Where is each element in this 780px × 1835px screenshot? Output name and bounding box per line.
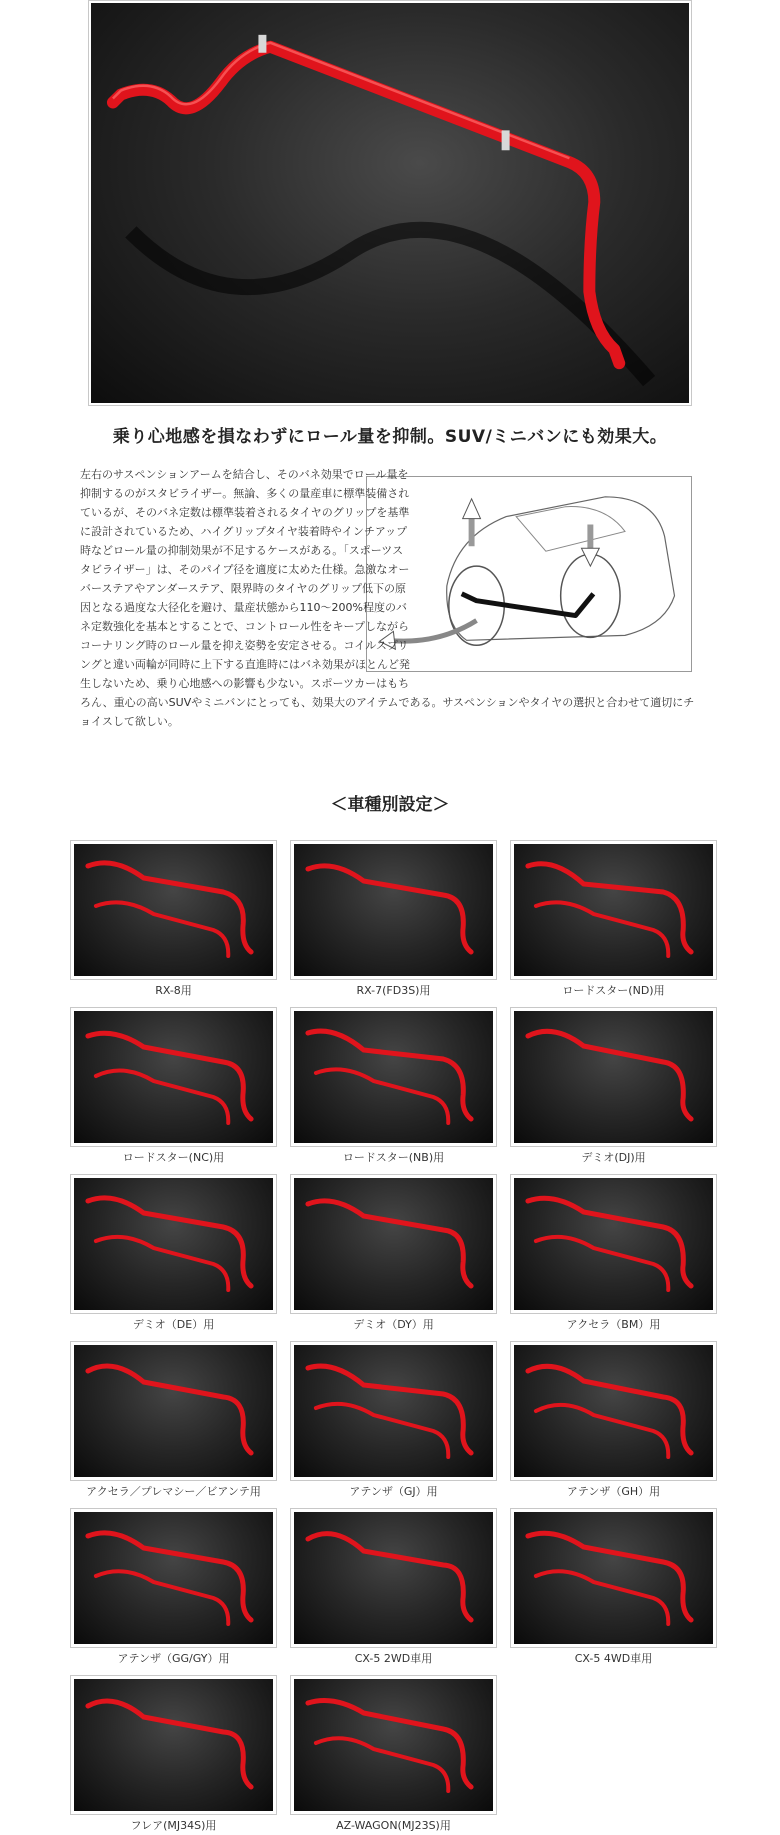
model-card[interactable]: [290, 1675, 497, 1835]
model-card[interactable]: [290, 1341, 497, 1501]
stabilizer-bar-icon: [74, 1178, 273, 1310]
model-image-frame[interactable]: [290, 1675, 497, 1815]
model-photo: [74, 1512, 273, 1644]
model-card[interactable]: [70, 1508, 277, 1668]
model-caption: アクセラ／プレマシー／ビアンテ用: [86, 1485, 261, 1498]
model-caption: CX-5 4WD車用: [574, 1652, 653, 1665]
model-caption: RX-7(FD3S)用: [356, 984, 431, 997]
model-photo: [294, 1679, 493, 1811]
model-photo: [74, 1178, 273, 1310]
model-image-frame[interactable]: [510, 1508, 717, 1648]
model-image-frame[interactable]: [510, 840, 717, 980]
stabilizer-bar-icon: [294, 844, 493, 976]
diagram-spacer: [414, 465, 700, 681]
model-photo: [294, 1345, 493, 1477]
stabilizer-bar-icon: [74, 844, 273, 976]
model-photo: [294, 1011, 493, 1143]
model-photo: [514, 1512, 713, 1644]
model-caption: デミオ(DJ)用: [581, 1151, 646, 1164]
model-card[interactable]: [510, 1341, 717, 1501]
model-card[interactable]: [290, 1174, 497, 1334]
model-caption: ロードスター(ND)用: [562, 984, 665, 997]
model-caption: AZ-WAGON(MJ23S)用: [336, 1819, 451, 1832]
stabilizer-bar-icon: [74, 1011, 273, 1143]
model-image-frame[interactable]: [510, 1341, 717, 1481]
model-card[interactable]: [510, 840, 717, 1000]
model-caption: ロードスター(NB)用: [342, 1151, 445, 1164]
stabilizer-bar-icon: [294, 1679, 493, 1811]
model-card[interactable]: [510, 1508, 717, 1668]
model-image-frame[interactable]: [70, 1174, 277, 1314]
model-image-frame[interactable]: [70, 1508, 277, 1648]
model-photo: [514, 1345, 713, 1477]
model-image-frame[interactable]: [290, 1508, 497, 1648]
model-photo: [294, 1178, 493, 1310]
model-photo: [74, 1345, 273, 1477]
model-caption: CX-5 2WD車用: [354, 1652, 433, 1665]
description-body: 左右のサスペンションアームを結合し、そのバネ効果でロール量を抑制するのがスタビライザー。無論、多くの量産車に標準装備されているが、そのバネ定数は標準装着されるタイヤのグリップを基準に設計されているため、ハイグリップタイヤ装着時やインチアップ時などロール量の抑制効果が不足するケースがある。「スポーツスタビライザー」は、そのパイプ径を適度に太めた仕様。急激なオーバーステアやアンダーステア、限界時のタイヤのグリップ低下の原因となる過度な大径化を避け、量産状態から110～200%程度のバネ定数強化を基本とすることで、コントロール性をキープしながらコーナリング時のロール量を抑え姿勢を安定させる。コイルスプリングと違い両輪が同時に上下する直進時にはバネ効果がほとんど発生しないため、乗り心地感への影響も少ない。スポーツカーはもちろん、重心の高いSUVやミニバンにとっても、効果大のアイテムである。サスペンションやタイヤの選択と合わせて適切にチョイスして欲しい。: [80, 468, 695, 728]
model-card[interactable]: [290, 840, 497, 1000]
model-photo: [294, 844, 493, 976]
model-caption: デミオ（DY）用: [353, 1318, 434, 1331]
page-headline: 乗り心地感を損なわずにロール量を抑制。SUV/ミニバンにも効果大。: [112, 427, 668, 447]
stabilizer-bar-icon: [74, 1512, 273, 1644]
model-card[interactable]: [70, 1174, 277, 1334]
model-card[interactable]: [70, 1675, 277, 1835]
model-caption: フレア(MJ34S)用: [130, 1819, 217, 1832]
stabilizer-bar-icon: [294, 1178, 493, 1310]
model-card[interactable]: [290, 1007, 497, 1167]
model-photo: [74, 1011, 273, 1143]
model-photo: [514, 1011, 713, 1143]
model-image-frame[interactable]: [70, 1007, 277, 1147]
model-card[interactable]: [70, 1007, 277, 1167]
model-caption: アクセラ（BM）用: [566, 1318, 661, 1331]
description-text: [80, 465, 700, 731]
model-image-frame[interactable]: [290, 1174, 497, 1314]
model-image-frame[interactable]: [70, 1341, 277, 1481]
model-card[interactable]: [70, 1341, 277, 1501]
model-image-frame[interactable]: [290, 1007, 497, 1147]
stabilizer-bar-icon: [514, 1011, 713, 1143]
stabilizer-bar-icon: [514, 1345, 713, 1477]
stabilizer-bar-icon: [294, 1512, 493, 1644]
model-image-frame[interactable]: [290, 840, 497, 980]
stabilizer-bar-icon: [514, 1178, 713, 1310]
model-card[interactable]: [290, 1508, 497, 1668]
hero-photo: [91, 3, 689, 403]
model-caption: デミオ（DE）用: [132, 1318, 215, 1331]
model-image-frame[interactable]: [510, 1174, 717, 1314]
model-caption: アテンザ（GH）用: [566, 1485, 661, 1498]
model-image-frame[interactable]: [510, 1007, 717, 1147]
model-photo: [74, 844, 273, 976]
model-photo: [294, 1512, 493, 1644]
model-image-frame[interactable]: [70, 840, 277, 980]
stabilizer-bar-icon: [74, 1345, 273, 1477]
stabilizer-bar-icon: [294, 1011, 493, 1143]
stabilizer-bar-illustration: [91, 3, 689, 403]
model-image-frame[interactable]: [290, 1341, 497, 1481]
stabilizer-bar-icon: [514, 844, 713, 976]
model-caption: RX-8用: [155, 984, 192, 997]
model-card[interactable]: [510, 1174, 717, 1334]
model-card[interactable]: [70, 840, 277, 1000]
stabilizer-bar-icon: [514, 1512, 713, 1644]
model-photo: [514, 844, 713, 976]
stabilizer-bar-icon: [74, 1679, 273, 1811]
hero-product-image: [88, 0, 692, 406]
model-caption: アテンザ（GJ）用: [349, 1485, 438, 1498]
section-title-models: ＜車種別設定＞: [330, 795, 450, 815]
model-caption: アテンザ（GG/GY）用: [117, 1652, 230, 1665]
model-card[interactable]: [510, 1007, 717, 1167]
model-photo: [74, 1679, 273, 1811]
model-photo: [514, 1178, 713, 1310]
model-image-frame[interactable]: [70, 1675, 277, 1815]
stabilizer-bar-icon: [294, 1345, 493, 1477]
model-caption: ロードスター(NC)用: [122, 1151, 225, 1164]
